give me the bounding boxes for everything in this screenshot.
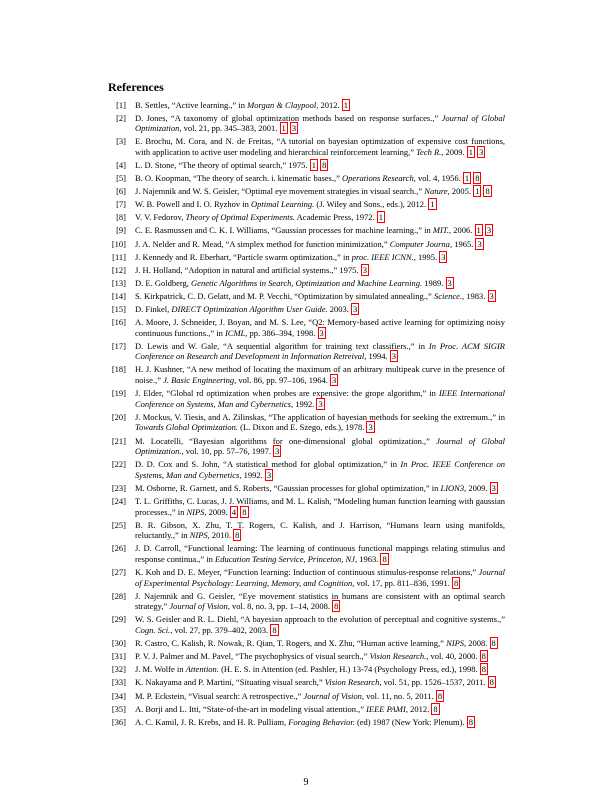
reference-segment: , 1983.: [462, 290, 486, 301]
reference-segment: B. Settles, “Active learning.,” in: [135, 99, 248, 110]
reference-label: [33]: [111, 677, 126, 688]
reference-segment: K. Nakayama and P. Martini, “Situating visual search,”: [135, 677, 325, 688]
reference-italic-segment: DIRECT Optimization Algorithm User Guide.: [171, 304, 328, 314]
reference-italic-segment: Computer Journa: [389, 238, 450, 249]
reference-text: [135, 265, 505, 276]
reference-text: [135, 100, 505, 111]
reference-segment: , 1965.: [449, 238, 474, 249]
reference-segment: , vol. 4, 1956.: [413, 173, 461, 184]
backref-link[interactable]: 8: [334, 601, 339, 612]
reference-item: [100, 113, 505, 134]
backref-link[interactable]: 3: [489, 290, 494, 301]
reference-italic-segment: Vision Research.: [369, 651, 427, 662]
reference-segment: W. S. Geisler and R. L. Diehl, “A bayesian approach to the evolution of perceptual and cognitive systems.,”: [135, 614, 505, 625]
reference-italic-segment: Journal of Vision: [303, 690, 362, 701]
reference-label: [4]: [116, 159, 126, 170]
reference-label: [3]: [116, 136, 126, 147]
reference-label: [36]: [111, 716, 126, 727]
reference-text: [135, 160, 505, 171]
reference-item: [100, 239, 505, 250]
reference-item: [100, 278, 505, 289]
reference-text: [135, 278, 505, 289]
backref-link[interactable]: 3: [477, 238, 482, 249]
reference-label: [25]: [111, 519, 126, 530]
reference-item: [100, 364, 505, 385]
backref-link[interactable]: 8: [485, 186, 490, 197]
reference-item: [100, 614, 505, 635]
reference-italic-segment: NIPS: [189, 530, 208, 541]
backref-link[interactable]: 3: [479, 146, 484, 157]
backref-link[interactable]: 1: [281, 123, 286, 134]
reference-segment: , pp. 386–394, 1998.: [245, 327, 316, 338]
reference-item: [100, 100, 505, 111]
reference-item: [100, 341, 505, 362]
backref-link[interactable]: 8: [382, 553, 387, 564]
reference-segment: J. Elder, “Global rd optimization when probes are expensive: the grope algorithm,” in: [135, 388, 439, 399]
backref-link[interactable]: 3: [266, 469, 272, 480]
backref-link[interactable]: 3: [332, 375, 337, 386]
reference-segment: M. P. Eckstein, “Visual search: A retrospective.,”: [135, 690, 304, 701]
backref-link[interactable]: 8: [481, 664, 486, 675]
reference-segment: , 2012.: [316, 99, 340, 110]
reference-item: [100, 436, 505, 457]
reference-text: [135, 496, 505, 517]
backref-link[interactable]: 8: [468, 716, 473, 727]
reference-segment: , vol. 17, pp. 811–836, 1991.: [352, 577, 450, 588]
reference-segment: , 2006.: [449, 225, 473, 236]
reference-text: [135, 212, 505, 223]
reference-list: [100, 100, 505, 730]
reference-italic-segment: Morgan & Claypool: [247, 99, 317, 110]
backref-link[interactable]: 8: [433, 703, 438, 714]
backref-link[interactable]: 8: [235, 530, 240, 541]
reference-segment: W. B. Powell and I. O. Ryzhov in: [135, 199, 251, 210]
reference-text: [135, 225, 505, 236]
reference-label: [5]: [116, 173, 126, 184]
reference-text: [135, 543, 505, 564]
reference-segment: , vol. 21, pp. 345–383, 2001.: [179, 123, 278, 134]
reference-segment: A. Moore, J. Schneider, J. Boyan, and M. S. Lee, “Q2: Memory-based active learning for optimizing noisy continuous functions.,” in: [135, 317, 505, 338]
reference-segment: E. Brochu, M. Cora, and N. de Freitas, “A tutorial on bayesian optimization of expensive cost functions, with application to active user modeling and hierarchical reinforcement learning,”: [135, 136, 505, 157]
reference-italic-segment: Genetic Algorithms in Search, Optimization and Machine Learning.: [191, 277, 423, 288]
backref-link[interactable]: 1: [475, 186, 480, 197]
reference-item: [100, 704, 505, 715]
reference-text: [135, 317, 505, 338]
backref-link[interactable]: 3: [491, 482, 496, 493]
reference-item: [100, 567, 505, 588]
reference-item: [100, 543, 505, 564]
reference-segment: K. Koh and D. E. Meyer, “Function learning: Induction of continuous stimulus-response relations,”: [135, 567, 479, 578]
reference-segment: , vol. 10, pp. 57–76, 1997.: [181, 446, 272, 457]
reference-segment: J. Kennedy and R. Eberhart, “Particle swarm optimization.,” in: [135, 251, 352, 262]
reference-text: [135, 459, 505, 480]
reference-italic-segment: In Proc. IEEE Conference on Systems, Man and Cybernetics: [135, 459, 506, 480]
reference-item: [100, 317, 505, 338]
reference-item: [100, 304, 505, 315]
reference-italic-segment: MIT.: [432, 225, 450, 236]
reference-segment: R. Castro, C. Kalish, R. Nowak, R. Qian, T. Rogers, and X. Zhu, “Human active learning,”: [135, 638, 447, 649]
reference-text: [135, 304, 505, 315]
reference-segment: V. V. Fedorov,: [135, 212, 186, 223]
reference-label: [17]: [111, 340, 126, 351]
reference-text: [135, 412, 505, 433]
reference-italic-segment: proc. IEEE ICNN.: [351, 251, 414, 262]
reference-italic-segment: IEEE PAMI: [366, 703, 406, 714]
reference-segment: 2003.: [327, 304, 349, 314]
reference-segment: D. E. Goldberg,: [135, 277, 192, 288]
reference-item: [100, 212, 505, 223]
reference-item: [100, 677, 505, 688]
reference-italic-segment: Foraging Behavior.: [288, 716, 355, 727]
reference-segment: , 1963.: [354, 553, 379, 564]
reference-segment: A. C. Kamil, J. R. Krebs, and H. R. Pulliam,: [135, 716, 289, 727]
reference-text: [135, 364, 505, 385]
reference-label: [15]: [111, 304, 126, 314]
reference-label: [26]: [111, 543, 126, 554]
reference-segment: M. Locatelli, “Bayesian algorithms for one-dimensional global optimization.,”: [135, 435, 437, 446]
reference-text: [135, 651, 505, 662]
backref-link[interactable]: 8: [481, 651, 486, 662]
reference-label: [12]: [111, 264, 126, 275]
reference-italic-segment: Journal of Global Optimization.: [135, 435, 505, 457]
reference-label: [35]: [111, 703, 126, 714]
reference-italic-segment: Education Testing Service, Princeton, NJ: [215, 553, 355, 564]
reference-label: [6]: [116, 186, 126, 197]
reference-item: [100, 173, 505, 184]
reference-italic-segment: NIPS: [446, 638, 465, 649]
reference-label: [18]: [111, 364, 126, 375]
backref-link[interactable]: 1: [468, 146, 474, 157]
reference-italic-segment: ICML: [224, 327, 246, 338]
reference-text: [135, 186, 505, 197]
reference-item: [100, 664, 505, 675]
reference-segment: T. L. Griffiths, C. Lucas, J. J. Williams, and M. L. Kalish, “Modeling human function learning with gaussian processes.,” in: [135, 496, 505, 517]
reference-segment: L. D. Stone, “The theory of optimal search,” 1975.: [135, 159, 308, 170]
reference-segment: (H. E. S. in Attention (ed. Pashler, H.) 13-74 (Psychology Press, ed.), 1998.: [218, 664, 478, 675]
reference-label: [29]: [111, 614, 126, 625]
reference-item: [100, 520, 505, 541]
reference-italic-segment: Optimal Learning.: [250, 199, 315, 210]
reference-item: [100, 496, 505, 517]
reference-segment: , vol. 27, pp. 379–402, 2003.: [170, 625, 269, 636]
reference-label: [16]: [111, 317, 126, 328]
reference-item: [100, 199, 505, 210]
backref-link[interactable]: 1: [378, 212, 383, 223]
reference-segment: , 2009.: [441, 146, 465, 157]
reference-item: [100, 412, 505, 433]
reference-segment: , 1994.: [364, 351, 388, 362]
backref-link[interactable]: 3: [291, 123, 297, 134]
reference-item: [100, 717, 505, 728]
reference-label: [30]: [111, 638, 126, 649]
backref-link[interactable]: 8: [475, 173, 480, 184]
reference-item: [100, 459, 505, 480]
reference-segment: , vol. 8, no. 3, pp. 1–14, 2008.: [227, 601, 331, 612]
reference-segment: J. Najemnik and W. S. Geisler, “Optimal eye movement strategies in visual search.,”: [135, 186, 425, 197]
reference-text: [135, 614, 505, 635]
reference-segment: , 2005.: [447, 186, 471, 197]
reference-segment: 1989.: [422, 277, 444, 288]
reference-text: [135, 691, 505, 702]
reference-text: [135, 113, 505, 134]
reference-segment: , 2008.: [464, 638, 488, 649]
reference-italic-segment: IEEE International Conference on Systems, Man and Cybernetics: [135, 388, 506, 409]
reference-item: [100, 691, 505, 702]
reference-italic-segment: J. Basic Engineering: [163, 375, 235, 386]
reference-italic-segment: Operations Research: [342, 173, 414, 184]
reference-item: [100, 186, 505, 197]
reference-segment: Academic Press, 1972.: [295, 212, 375, 223]
backref-link[interactable]: 3: [318, 398, 323, 409]
reference-segment: J. Najemnik and G. Geisler, “Eye movement statistics in humans are consistent with an optimal search strategy,”: [135, 590, 505, 612]
reference-text: [135, 341, 505, 362]
reference-segment: , vol. 51, pp. 1526–1537, 2011.: [379, 677, 486, 688]
reference-segment: , 2009.: [204, 506, 228, 517]
backref-link[interactable]: 3: [319, 327, 324, 338]
reference-italic-segment: In Proc. ACM SIGIR Conference on Research and Development in Information Retreival: [135, 340, 505, 362]
reference-item: [100, 252, 505, 263]
reference-segment: D. Lewis and W. Gale, “A sequential algorithm for training text classifiers.,” in: [135, 340, 429, 351]
reference-text: [135, 520, 505, 541]
reference-segment: D. Jones, “A taxonomy of global optimization methods based on response surfaces.,”: [135, 112, 442, 123]
backref-link[interactable]: 1: [464, 173, 470, 184]
reference-label: [1]: [116, 99, 126, 110]
reference-label: [2]: [116, 112, 126, 123]
reference-text: [135, 704, 505, 715]
reference-segment: J. Mockus, V. Tiesis, and A. Zilinskas, “The application of bayesian methods for seeking the extremum.,” in: [135, 411, 505, 422]
reference-item: [100, 160, 505, 171]
reference-segment: H. J. Kushner, “A new method of locating the maximum of an arbitrary multipeak curve in the presence of noise.,”: [135, 364, 505, 386]
backref-link[interactable]: 3: [368, 422, 373, 433]
reference-text: [135, 591, 505, 612]
reference-italic-segment: LION3: [440, 482, 465, 493]
reference-italic-segment: Journal of Global Optimization: [135, 112, 505, 134]
reference-segment: , 1992.: [290, 398, 315, 409]
reference-italic-segment: Cogn. Sci.: [135, 625, 171, 636]
reference-item: [100, 651, 505, 662]
reference-item: [100, 225, 505, 236]
reference-text: [135, 252, 505, 263]
reference-item: [100, 291, 505, 302]
backref-link[interactable]: 8: [272, 625, 277, 636]
reference-label: [32]: [111, 664, 126, 675]
reference-label: [31]: [111, 651, 126, 662]
reference-item: [100, 388, 505, 409]
reference-segment: (J. Wiley and Sons., eds.), 2012.: [314, 199, 427, 210]
reference-text: [135, 436, 505, 457]
reference-label: [27]: [111, 567, 126, 578]
reference-text: [135, 388, 505, 409]
reference-label: [21]: [111, 435, 126, 446]
backref-link[interactable]: 8: [454, 577, 459, 588]
backref-link[interactable]: 1: [476, 225, 481, 236]
reference-segment: , 2012.: [405, 703, 430, 714]
backref-link[interactable]: 3: [275, 446, 280, 457]
reference-item: [100, 136, 505, 157]
reference-segment: , 1995.: [413, 251, 438, 262]
references-heading: References: [108, 80, 164, 94]
reference-segment: M. Osborne, R. Garnett, and S. Roberts, “Gaussian processes for global optimization,” in: [135, 482, 441, 493]
reference-italic-segment: Vision Research: [324, 677, 380, 688]
backref-link[interactable]: 3: [486, 225, 492, 236]
reference-segment: B. R. Gibson, X. Zhu, T. T. Rogers, C. Kalish, and J. Harrison, “Humans learn using manifolds, reluctantly.,” in: [135, 519, 505, 541]
backref-link[interactable]: 8: [242, 506, 247, 517]
reference-item: [100, 265, 505, 276]
reference-item: [100, 638, 505, 649]
backref-link[interactable]: 3: [391, 351, 396, 362]
reference-text: [135, 199, 505, 210]
reference-segment: , vol. 11, no. 5, 2011.: [361, 690, 434, 701]
backref-link[interactable]: 3: [362, 264, 367, 275]
reference-italic-segment: Towards Global Optimization.: [135, 422, 239, 433]
backref-link[interactable]: 8: [437, 690, 443, 701]
backref-link[interactable]: 3: [441, 251, 446, 262]
reference-text: [135, 483, 505, 494]
reference-segment: , vol. 40, 2000.: [426, 651, 478, 662]
reference-label: [9]: [116, 225, 126, 236]
reference-segment: C. E. Rasmussen and C. K. I. Williams, “Gaussian processes for machine learning.,” in: [135, 225, 433, 236]
reference-segment: D. Finkel,: [135, 304, 172, 314]
reference-segment: B. O. Koopman, “The theory of search. i. kinematic bases.,”: [135, 173, 343, 184]
reference-segment: , 2009.: [464, 482, 488, 493]
reference-label: [8]: [116, 212, 126, 223]
reference-label: [11]: [112, 251, 126, 262]
backref-link[interactable]: 4: [231, 506, 237, 517]
reference-label: [13]: [111, 277, 126, 288]
reference-text: [135, 717, 505, 728]
reference-text: [135, 136, 505, 157]
reference-text: [135, 638, 505, 649]
reference-label: [19]: [111, 388, 126, 399]
backref-link[interactable]: 8: [491, 638, 496, 649]
reference-segment: , vol. 86, pp. 97–106, 1964.: [234, 375, 328, 386]
reference-segment: J. D. Carroll, “Functional learning: The learning of continuous functional mappings relating stimulus and response continua.,” in: [135, 543, 505, 564]
reference-text: [135, 677, 505, 688]
reference-segment: (L. Dixon and E. Szego, eds.), 1978.: [238, 422, 365, 433]
reference-italic-segment: Journal of Experimental Psychology: Learning, Memory, and Cognition: [135, 567, 505, 588]
backref-link[interactable]: 3: [352, 304, 358, 314]
reference-segment: D. D. Cox and S. John, “A statistical method for global optimization,” in: [135, 459, 401, 470]
reference-segment: J. M. Wolfe in: [135, 664, 186, 675]
reference-segment: , 2010.: [207, 530, 232, 541]
reference-italic-segment: Science.: [433, 290, 463, 301]
reference-italic-segment: NIPS: [186, 506, 205, 517]
reference-label: [34]: [111, 690, 126, 701]
reference-segment: P. V. J. Palmer and M. Pavel, “The psychophysics of visual search.,”: [135, 651, 370, 662]
reference-item: [100, 483, 505, 494]
reference-label: [14]: [111, 290, 126, 301]
reference-label: [24]: [111, 496, 126, 506]
backref-link[interactable]: 1: [311, 159, 316, 170]
backref-link[interactable]: 1: [343, 99, 348, 110]
reference-segment: S. Kirkpatrick, C. D. Gelatt, and M. P. Vecchi, “Optimization by simulated annealing.,”: [135, 290, 434, 301]
reference-text: [135, 239, 505, 250]
reference-text: [135, 567, 505, 588]
reference-italic-segment: Theory of Optimal Experiments.: [185, 212, 296, 223]
reference-italic-segment: Attention.: [185, 664, 219, 675]
reference-text: [135, 173, 505, 184]
page-number: 9: [303, 777, 309, 788]
reference-label: [23]: [111, 482, 126, 493]
reference-segment: (ed) 1987 (New York: Plenum).: [354, 716, 465, 727]
backref-link[interactable]: 8: [322, 159, 327, 170]
reference-label: [10]: [111, 238, 126, 249]
reference-text: [135, 664, 505, 675]
backref-link[interactable]: 8: [489, 677, 494, 688]
reference-label: [7]: [116, 199, 126, 210]
reference-segment: , 1992.: [239, 469, 263, 480]
backref-link[interactable]: 3: [447, 277, 452, 288]
reference-italic-segment: Journal of Vision: [169, 601, 228, 612]
reference-text: [135, 291, 505, 302]
backref-link[interactable]: 1: [430, 199, 435, 210]
reference-segment: J. H. Holland, “Adoption in natural and artificial systems.,” 1975.: [135, 264, 359, 275]
reference-italic-segment: Tech R.: [416, 146, 442, 157]
reference-label: [22]: [111, 459, 126, 470]
reference-item: [100, 591, 505, 612]
reference-label: [28]: [111, 590, 126, 601]
reference-segment: A. Borji and L. Itti, “State-of-the-art in modeling visual attention.,”: [135, 703, 367, 714]
reference-segment: J. A. Nelder and R. Mead, “A simplex method for function minimization,”: [135, 238, 390, 249]
reference-italic-segment: Nature: [424, 186, 448, 197]
reference-label: [20]: [111, 411, 126, 422]
